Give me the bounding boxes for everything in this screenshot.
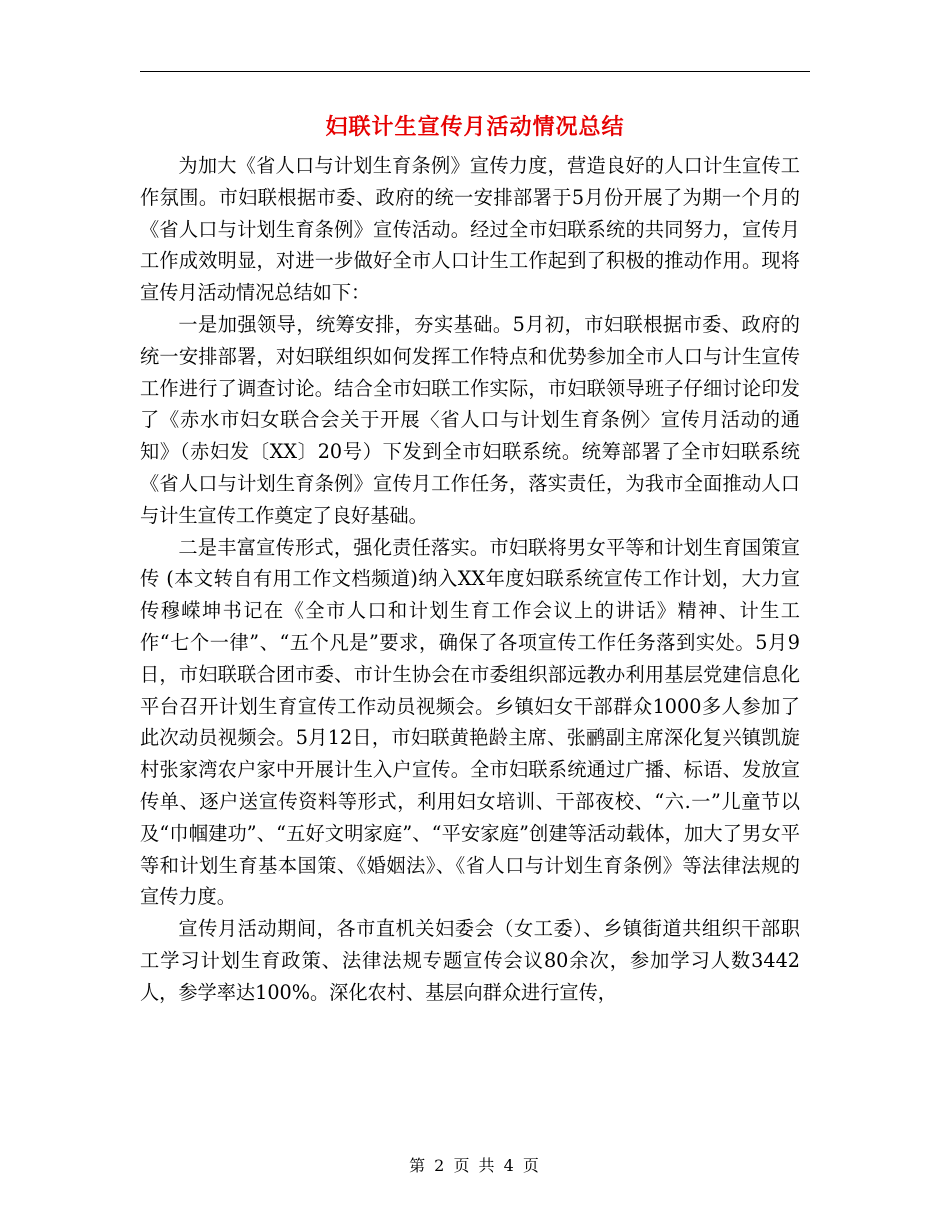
document-title: 妇联计生宣传月活动情况总结 xyxy=(325,114,625,140)
paragraph-activity-period: 宣传月活动期间，各市直机关妇委会（女工委）、乡镇街道共组织干部职工学习计划生育政策、法律法规专题宣传会议80余次，参加学习人数3442人，参学率达100%。深化农村、基层向群众进行宣传， xyxy=(140,917,800,1004)
document-body xyxy=(140,150,800,1009)
paragraph-leadership: 一是加强领导，统筹安排，夯实基础。5月初，市妇联根据市委、政府的统一安排部署，对妇联组织如何发挥工作特点和优势参加全市人口与计生宣传工作进行了调查讨论。结合全市妇联工作实际，市妇联领导班子仔细讨论印发了《赤水市妇女联合会关于开展〈省人口与计划生育条例〉宣传月活动的通知》（赤妇发〔XX〕20号）下发到全市妇联系统。统筹部署了全市妇联系统《省人口与计划生育条例》宣传月工作任务，落实责任，为我市全面推动人口与计生宣传工作奠定了良好基础。 xyxy=(140,312,800,527)
paragraph-publicity-forms: 二是丰富宣传形式，强化责任落实。市妇联将男女平等和计划生育国策宣传 (本文转自有用工作文档频道)纳入XX年度妇联系统宣传工作计划，大力宣传穆嵘坤书记在《全市人口和计划生育工作会议上的讲话》精神、计生工作“七个一律”、“五个凡是”要求，确保了各项宣传工作任务落到实处。5月9日，市妇联联合团市委、市计生协会在市委组织部远教办利用基层党建信息化平台召开计划生育宣传工作动员视频会。乡镇妇女干部群众1000多人参加了此次动员视频会。5月12日，市妇联黄艳龄主席、张鹂副主席深化复兴镇凯旋村张家湾农户家中开展计生入户宣传。全市妇联系统通过广播、标语、发放宣传单、逐户送宣传资料等形式，利用妇女培训、干部夜校、“六.一”儿童节以及“巾帼建功”、“五好文明家庭”、“平安家庭”创建等活动载体，加大了男女平等和计划生育基本国策、《婚姻法》、《省人口与计划生育条例》等法律法规的宣传力度。 xyxy=(140,535,800,909)
page-number: 第 2 页 共 4 页 xyxy=(409,1156,541,1175)
header-rule xyxy=(140,71,810,72)
paragraph-intro: 为加大《省人口与计划生育条例》宣传力度，营造良好的人口计生宣传工作氛围。市妇联根据市委、政府的统一安排部署于5月份开展了为期一个月的《省人口与计划生育条例》宣传活动。经过全市妇联系统的共同努力，宣传月工作成效明显，对进一步做好全市人口计生工作起到了积极的推动作用。现将宣传月活动情况总结如下： xyxy=(140,154,800,305)
